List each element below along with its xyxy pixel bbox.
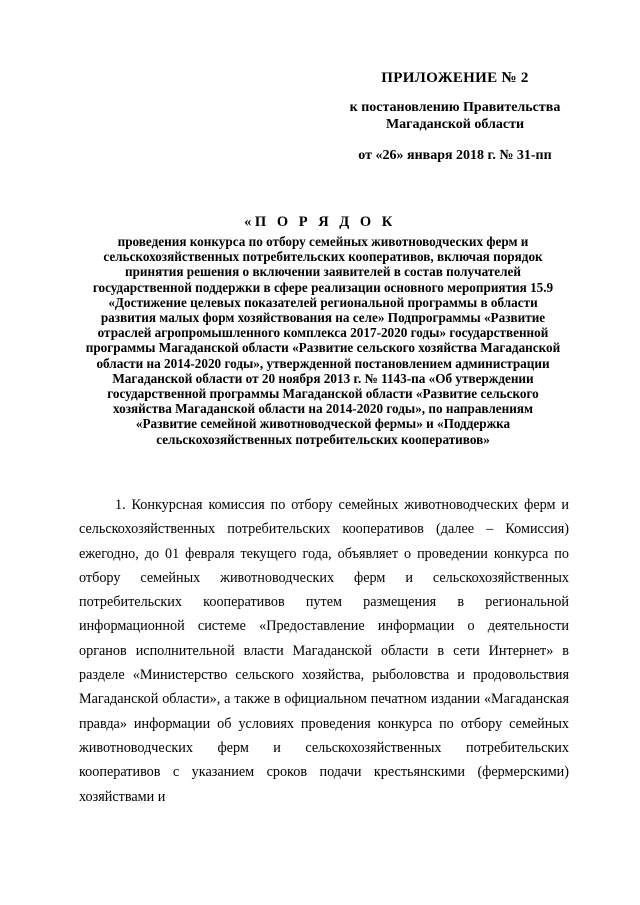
appendix-date-line: от «26» января 2018 г. № 31-пп (358, 148, 552, 163)
appendix-header (330, 70, 580, 164)
body-paragraph: 1. Конкурсная комиссия по отбору семейных животноводческих ферм и сельскохозяйственных потребительских кооперативов (далее – Комиссия) ежегодно, до 01 февраля текущего года, объявляет о проведении конкурса по отбору семейных животноводческих ферм и сельскохозяйственных потребительских кооперативов путем размещения в региональной информационной системе «Предоставление информации о деятельности органов исполнительной власти Магаданской области в сети Интернет» в разделе «Министерство сельского хозяйства, рыболовства и продовольствия Магаданской области», а также в официальном печатном издании «Магаданская правда» информации об условиях проведения конкурса по отбору семейных животноводческих ферм и сельскохозяйственных потребительских кооперативов с указанием сроков подачи крестьянскими (фермерскими) хозяйствами и (79, 497, 569, 805)
appendix-resolution-line: к постановлению Правительства (349, 100, 561, 115)
appendix-region-line: Магаданской области (385, 117, 525, 132)
order-description: проведения конкурса по отбору семейных животноводческих ферм и сельскохозяйственных потребительских кооперативов, включая порядок принятия решения о включении заявителей в состав получателей государственной поддержки в сфере реализации основного мероприятия 15.9 «Достижение целевых показателей региональной программы в области развития малых форм хозяйствования на селе» Подпрограммы «Развитие отраслей агропромышленного комплекса 2017-2020 годы» государственной программы Магаданской области «Развитие сельского хозяйства Магаданской области на 2014-2020 годы», утвержденной постановлением администрации Магаданской области от 20 ноября 2013 г. № 1143-па «Об утверждении государственной программы Магаданской области «Развитие сельского хозяйства Магаданской области на 2014-2020 годы», по направлениям «Развитие семейной животноводческой фермы» и «Поддержка сельскохозяйственных потребительских кооперативов» (85, 234, 561, 447)
order-title: «П О Р Я Д О К (244, 214, 396, 230)
appendix-title: ПРИЛОЖЕНИЕ № 2 (381, 70, 529, 86)
